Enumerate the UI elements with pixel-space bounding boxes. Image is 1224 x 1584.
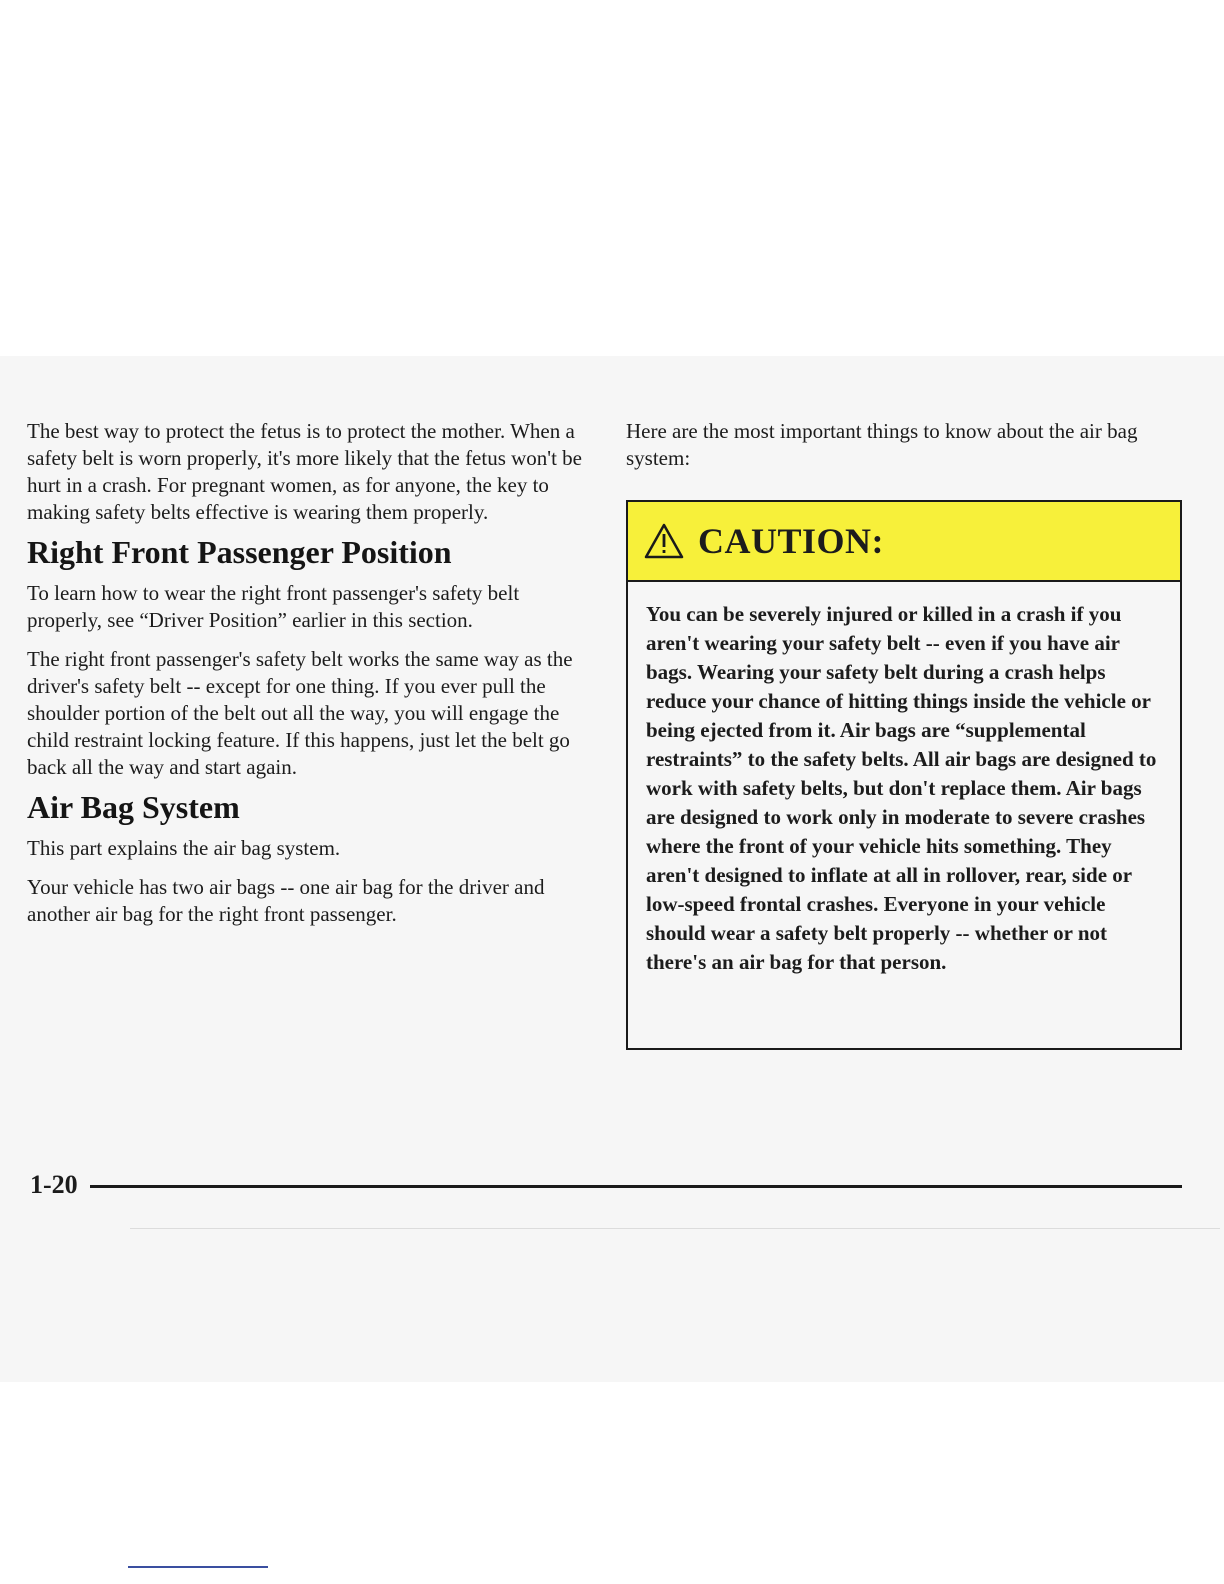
intro-paragraph: The best way to protect the fetus is to protect the mother. When a safety belt is worn properly, it's more likely that the fetus won't be hurt in a crash. For pregnant women, as for anyone, the key to making safety belts effective is wearing them properly. [27, 419, 582, 524]
page-footer [30, 1170, 1182, 1200]
section-heading-air-bag-system: Air Bag System [27, 789, 240, 825]
caution-box [626, 500, 1182, 1050]
passenger-position-paragraph: To learn how to wear the right front passenger's safety belt properly, see “Driver Position” earlier in this section. [27, 581, 520, 632]
page-number: 1-20 [30, 1170, 78, 1199]
passenger-belt-paragraph: The right front passenger's safety belt works the same way as the driver's safety belt -- except for one thing. If you ever pull the shoulder portion of the belt out all the way, you will engage the child restraint locking feature. If this happens, just let the belt go back all the way and start again. [27, 647, 573, 779]
bottom-link-underline [128, 1566, 268, 1568]
caution-body: You can be severely injured or killed in a crash if you aren't wearing your safety belt -- even if you have air bags. Wearing your safety belt during a crash helps reduce your chance of hitting things inside the vehicle or being ejected from it. Air bags are “supplemental restraints” to the safety belts. All air bags are designed to work with safety belts, but don't replace them. Air bags are designed to work only in moderate to severe crashes where the front of your vehicle hits something. They aren't designed to inflate at all in rollover, rear, side or low-speed frontal crashes. Everyone in your vehicle should wear a safety belt properly -- whether or not there's an air bag for that person. [646, 602, 1157, 974]
air-bag-intro-paragraph: This part explains the air bag system. [27, 836, 341, 860]
caution-header [628, 502, 1180, 582]
warning-triangle-icon [644, 523, 684, 559]
footer-rule [90, 1185, 1182, 1188]
caution-title: CAUTION: [698, 521, 885, 561]
section-heading-right-front-passenger: Right Front Passenger Position [27, 534, 452, 570]
right-column [626, 418, 1186, 472]
air-bag-count-paragraph: Your vehicle has two air bags -- one air bag for the driver and another air bag for the right front passenger. [27, 875, 545, 926]
right-intro-paragraph: Here are the most important things to know about the air bag system: [626, 419, 1138, 470]
left-column [27, 418, 587, 928]
scan-divider [130, 1228, 1220, 1229]
